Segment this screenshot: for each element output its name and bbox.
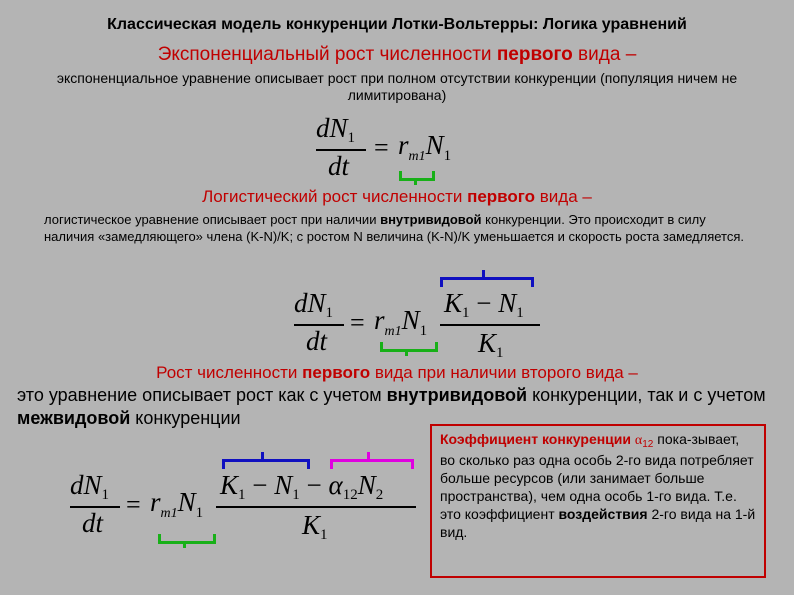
heading-text: вида при наличии второго вида – bbox=[370, 363, 638, 382]
eq2-numerator: dN1 bbox=[294, 288, 334, 321]
note-text: 2-го вида на 1-й вид. bbox=[440, 506, 756, 540]
text-competition: это уравнение описывает рост как с учетом внутривидовой конкуренции, так и с учетом межвидовой конкуренции bbox=[17, 385, 766, 428]
equals-sign: = bbox=[126, 490, 141, 519]
magenta-brace-tip bbox=[367, 452, 370, 459]
heading-text: вида – bbox=[535, 187, 592, 206]
heading-bold: первого bbox=[467, 187, 536, 206]
eq2-top: K1 − N1 bbox=[444, 288, 524, 321]
alpha-sub: 12 bbox=[642, 439, 654, 450]
heading-competition bbox=[0, 363, 794, 383]
text-exponential: экспоненциальное уравнение описывает рост при полном отсутствии конкуренции (популяция ничем не лимитирована) bbox=[56, 70, 738, 103]
equation-logistic bbox=[294, 288, 544, 368]
eq1-numerator: dN1 bbox=[316, 113, 356, 146]
eq1-rhs: $r_{m1}N_1$ bbox=[398, 130, 452, 164]
heading-text: Логистический рост численности bbox=[202, 187, 468, 206]
green-brace-tip bbox=[405, 349, 408, 356]
text-logistic: логистическое уравнение описывает рост при наличии внутривидовой конкуренции. Это происходит в силу наличия «замедляющего» члена (K-N)/K; с ростом N величина (K-N)/K уменьшается и скорость роста замедляется. bbox=[44, 212, 745, 244]
fraction-bar bbox=[440, 324, 540, 326]
eq3-numerator: dN1 bbox=[70, 470, 110, 503]
heading-bold: первого bbox=[496, 44, 573, 65]
note-text: пока-зывает, во сколько раз одна особь 2-го вида потребляет больше ресурсов (или занимает больше пространства), чем одна особь 1-го вида. Т.е. это коэффициент bbox=[440, 431, 754, 522]
equation-exponential bbox=[316, 113, 466, 183]
heading-text: Рост численности bbox=[156, 363, 303, 382]
note-bold: Коэффициент конкуренции bbox=[440, 431, 632, 447]
eq2-denominator: dt bbox=[306, 326, 328, 356]
note-bold2: воздействия bbox=[558, 506, 648, 522]
eq3-denominator: dt bbox=[82, 508, 104, 538]
blue-brace-tip bbox=[482, 270, 485, 277]
green-brace-1 bbox=[399, 171, 435, 181]
equals-sign: = bbox=[374, 133, 389, 162]
heading-text: вида – bbox=[572, 44, 637, 65]
fraction-bar bbox=[216, 506, 416, 508]
eq2-bottom: K1 bbox=[478, 328, 504, 361]
competition-coefficient-note bbox=[430, 424, 766, 578]
page-title: Классическая модель конкуренции Лотки-Вольтерры: Логика уравнений bbox=[107, 16, 687, 33]
eq3-top: K1 − N1 − α12N2 bbox=[220, 470, 384, 503]
green-brace-tip bbox=[183, 541, 186, 548]
green-brace-2 bbox=[380, 342, 438, 352]
equals-sign: = bbox=[350, 308, 365, 337]
heading-logistic bbox=[0, 187, 794, 207]
alpha-symbol: α bbox=[634, 433, 643, 448]
blue-brace-tip bbox=[261, 452, 264, 459]
eq3-rate: $r_{m1}N_1$ bbox=[150, 487, 204, 521]
blue-brace-3 bbox=[222, 459, 310, 469]
blue-brace-2 bbox=[440, 277, 534, 287]
eq1-denominator: dt bbox=[328, 151, 350, 181]
heading-text: Экспоненциальный рост численности bbox=[157, 44, 497, 65]
heading-bold: первого bbox=[302, 363, 371, 382]
green-brace-3 bbox=[158, 534, 216, 544]
eq2-rate: $r_{m1}N_1$ bbox=[374, 305, 428, 339]
heading-exponential bbox=[0, 44, 794, 66]
eq3-bottom: K1 bbox=[302, 510, 328, 543]
green-brace-tip bbox=[414, 178, 417, 185]
magenta-brace bbox=[330, 459, 414, 469]
equation-competition bbox=[70, 470, 420, 550]
